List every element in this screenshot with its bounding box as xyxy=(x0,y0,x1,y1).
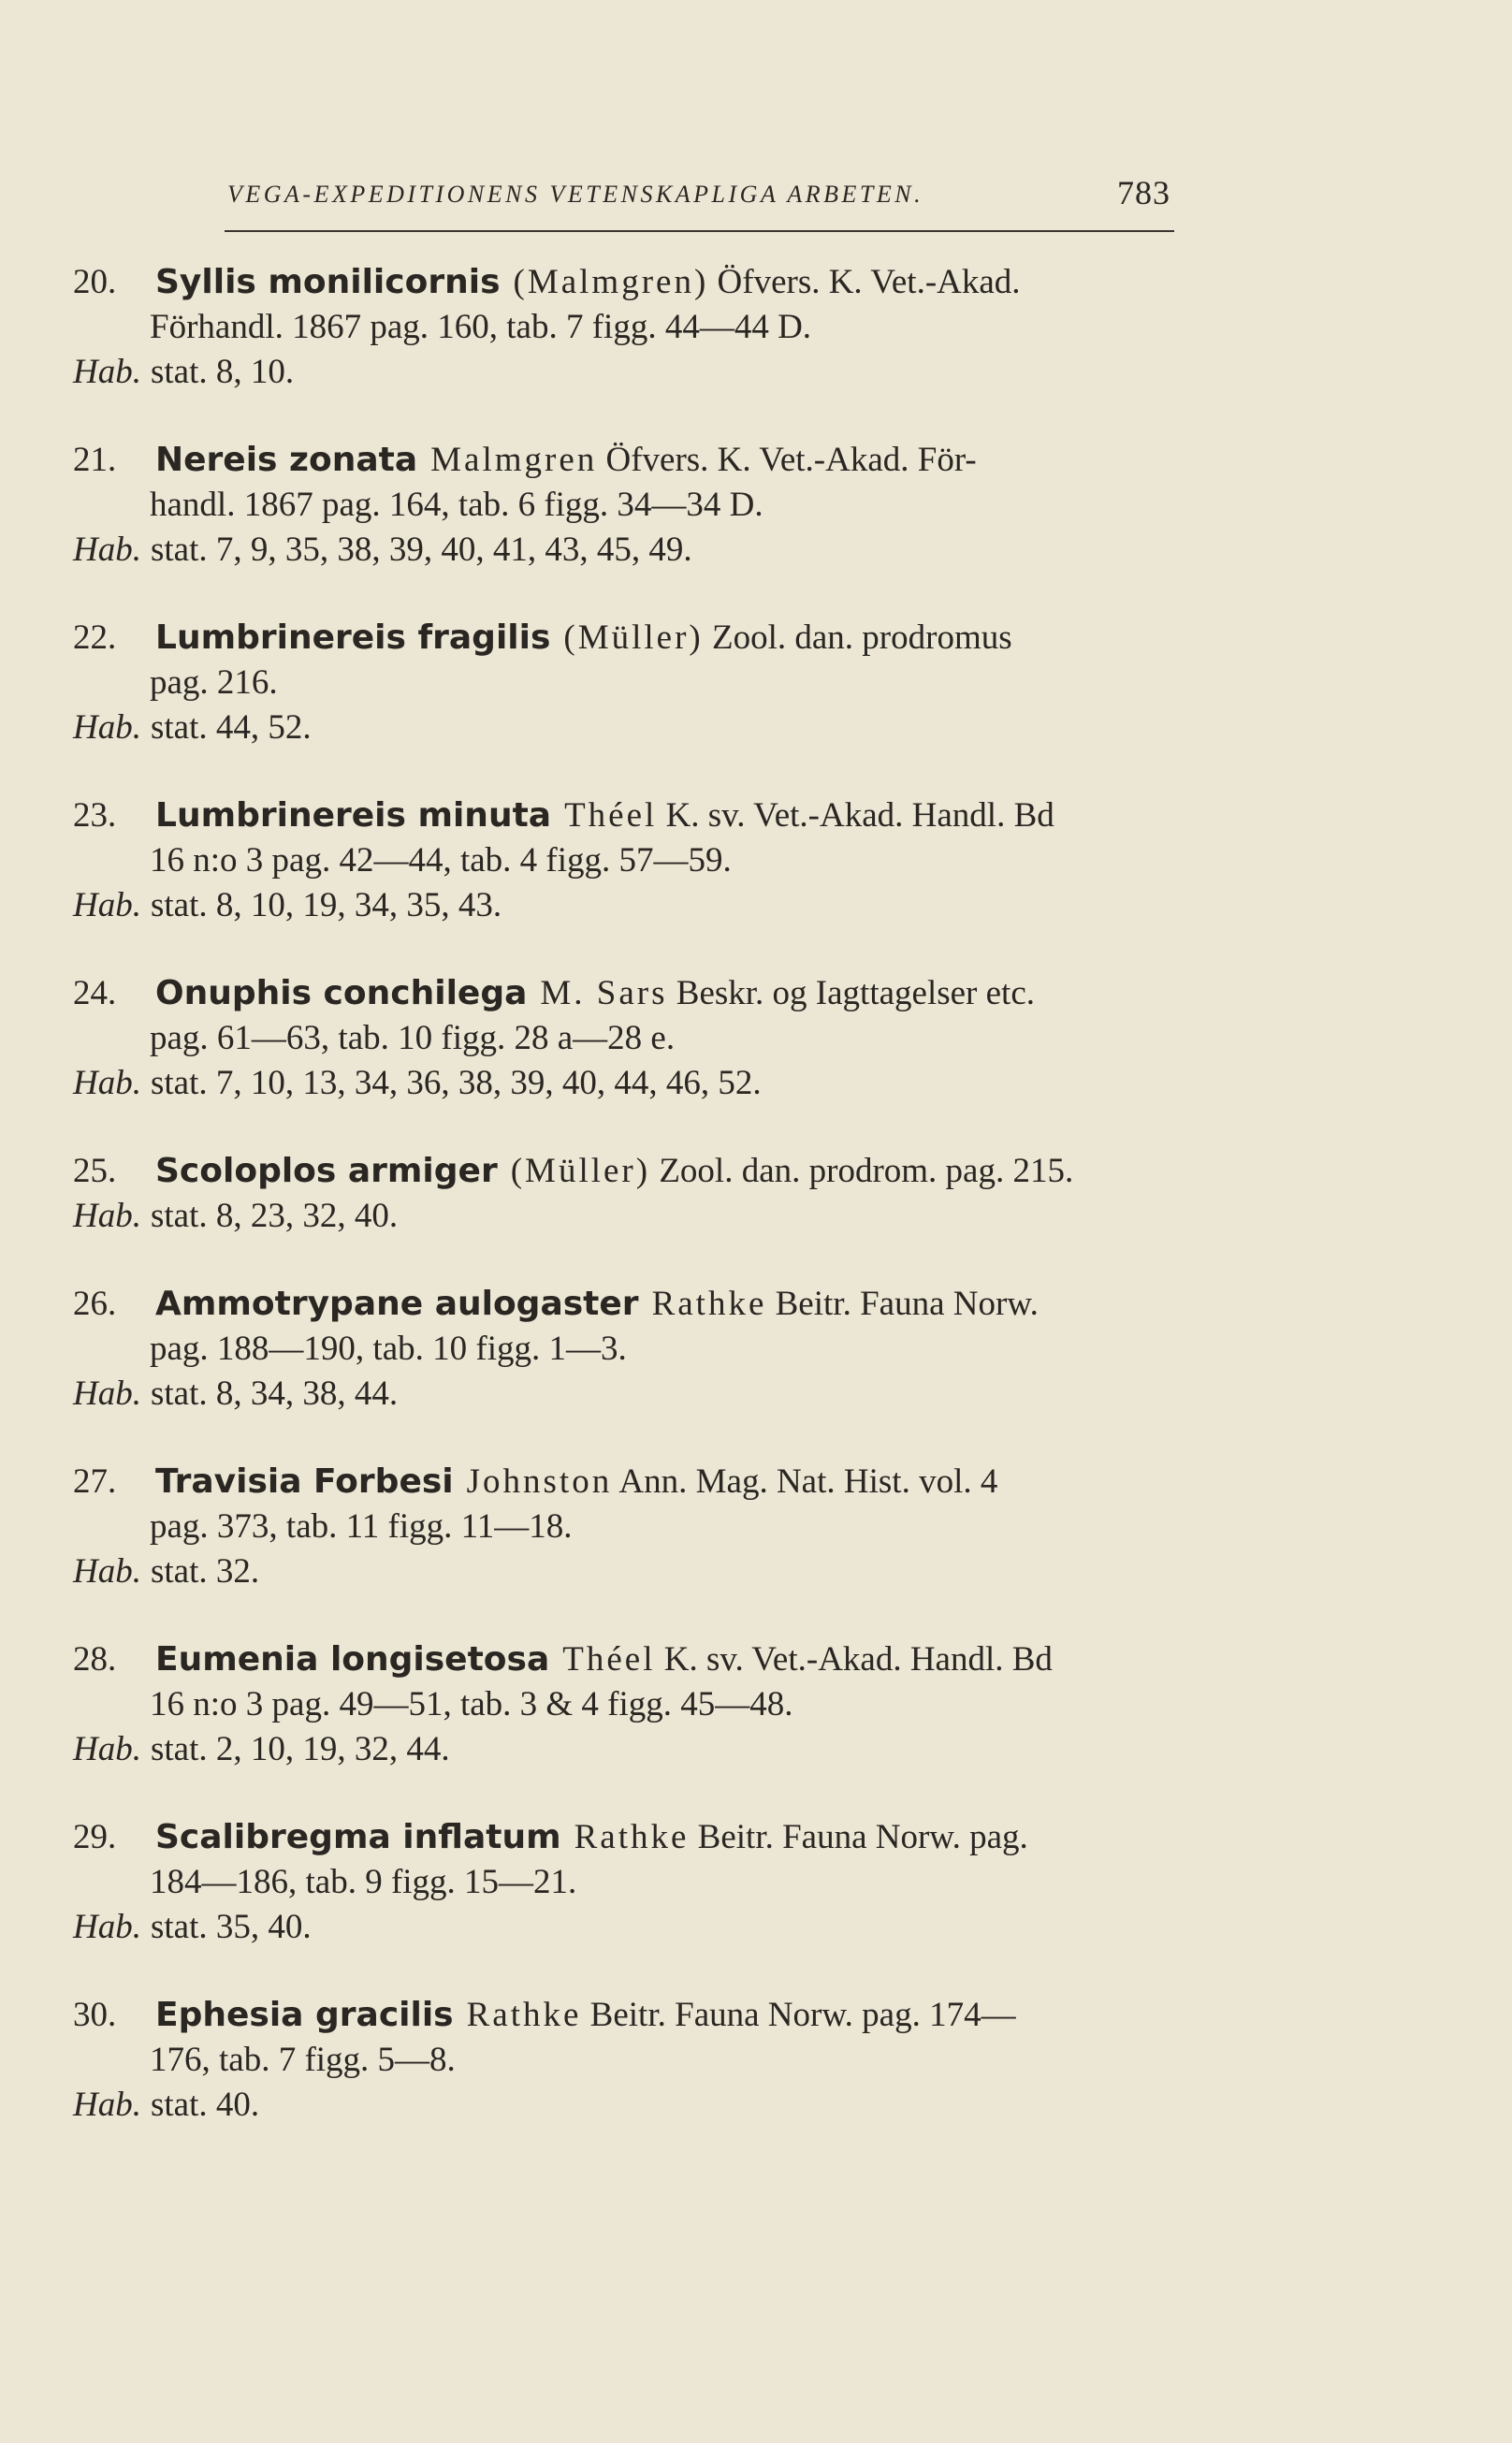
reference-continuation: pag. 373, tab. 11 figg. 11—18. xyxy=(150,1507,573,1546)
habitat-line xyxy=(73,883,1186,928)
habitat-stations: stat. 2, 10, 19, 32, 44. xyxy=(150,1730,450,1768)
species-name: Lumbrinereis minuta xyxy=(155,796,552,835)
habitat-label: Hab. xyxy=(73,1197,141,1235)
species-author: (Müller) xyxy=(510,1152,651,1190)
header-rule xyxy=(225,230,1174,232)
habitat-label: Hab. xyxy=(73,1374,141,1413)
entry-line xyxy=(73,438,1186,483)
habitat-line xyxy=(73,705,1186,750)
entry-line xyxy=(73,260,1186,305)
habitat-label: Hab. xyxy=(73,1064,141,1102)
habitat-stations: stat. 8, 34, 38, 44. xyxy=(150,1374,399,1413)
entry-number: 22. xyxy=(73,618,117,657)
species-name: Ephesia gracilis xyxy=(155,1996,454,2034)
reference-text: K. sv. Vet.-Akad. Handl. Bd xyxy=(663,1640,1053,1679)
habitat-line xyxy=(73,350,1186,395)
entry-number: 28. xyxy=(73,1640,117,1679)
species-list xyxy=(73,260,1186,2171)
species-author: (Müller) xyxy=(563,618,704,657)
reference-text: K. sv. Vet.-Akad. Handl. Bd xyxy=(665,796,1054,835)
entry-number: 30. xyxy=(73,1996,117,2034)
habitat-stations: stat. 7, 9, 35, 38, 39, 40, 41, 43, 45, 49. xyxy=(150,531,692,569)
habitat-line xyxy=(73,1549,1186,1594)
reference-continuation: Förhandl. 1867 pag. 160, tab. 7 figg. 44—44 D. xyxy=(150,308,812,346)
page-number: 783 xyxy=(1117,174,1170,211)
species-name: Nereis zonata xyxy=(155,441,418,479)
habitat-line xyxy=(73,1727,1186,1772)
entry-number: 29. xyxy=(73,1818,117,1856)
species-name: Travisia Forbesi xyxy=(155,1462,454,1501)
reference-continuation: pag. 216. xyxy=(150,663,278,702)
species-entry-28 xyxy=(73,1637,1186,1772)
entry-line xyxy=(73,1637,1186,1682)
habitat-line xyxy=(73,1061,1186,1106)
habitat-line xyxy=(73,1372,1186,1417)
species-author: (Malmgren) xyxy=(513,263,709,301)
entry-line xyxy=(73,616,1186,661)
species-name: Syllis monilicornis xyxy=(155,263,501,301)
species-entry-26 xyxy=(73,1282,1186,1417)
reference-continuation: 16 n:o 3 pag. 42—44, tab. 4 figg. 57—59. xyxy=(150,841,732,880)
species-entry-27 xyxy=(73,1460,1186,1594)
species-entry-23 xyxy=(73,793,1186,928)
entry-line xyxy=(73,1993,1186,2038)
entry-number: 21. xyxy=(73,441,117,479)
habitat-stations: stat. 8, 10. xyxy=(150,353,295,391)
habitat-label: Hab. xyxy=(73,1552,141,1591)
habitat-label: Hab. xyxy=(73,708,141,747)
habitat-stations: stat. 40. xyxy=(150,2086,260,2124)
habitat-line xyxy=(73,528,1186,573)
species-author: Rathke xyxy=(574,1818,690,1856)
habitat-stations: stat. 8, 23, 32, 40. xyxy=(150,1197,399,1235)
species-name: Scalibregma inflatum xyxy=(155,1818,561,1856)
species-author: Théel xyxy=(564,796,658,835)
reference-continuation: pag. 188—190, tab. 10 figg. 1—3. xyxy=(150,1330,627,1368)
species-name: Lumbrinereis fragilis xyxy=(155,618,551,657)
species-name: Ammotrypane aulogaster xyxy=(155,1285,639,1323)
reference-text: Beitr. Fauna Norw. xyxy=(775,1285,1039,1323)
habitat-stations: stat. 7, 10, 13, 34, 36, 38, 39, 40, 44, 46, 52. xyxy=(150,1064,762,1102)
reference-text: Beitr. Fauna Norw. pag. xyxy=(697,1818,1028,1856)
species-author: Malmgren xyxy=(430,441,598,479)
habitat-stations: stat. 44, 52. xyxy=(150,708,312,747)
habitat-stations: stat. 8, 10, 19, 34, 35, 43. xyxy=(150,886,502,924)
entry-line xyxy=(73,1282,1186,1327)
reference-continuation: handl. 1867 pag. 164, tab. 6 figg. 34—34 D. xyxy=(150,486,763,524)
reference-text: Beskr. og Iagttagelser etc. xyxy=(676,974,1035,1012)
habitat-label: Hab. xyxy=(73,353,141,391)
reference-text: Zool. dan. prodrom. pag. 215. xyxy=(659,1152,1074,1190)
species-entry-25 xyxy=(73,1149,1186,1239)
reference-continuation: 176, tab. 7 figg. 5—8. xyxy=(150,2041,456,2079)
entry-number: 27. xyxy=(73,1462,117,1501)
reference-continuation: 184—186, tab. 9 figg. 15—21. xyxy=(150,1863,577,1901)
species-author: Théel xyxy=(562,1640,656,1679)
habitat-label: Hab. xyxy=(73,2086,141,2124)
habitat-stations: stat. 32. xyxy=(150,1552,260,1591)
entry-number: 20. xyxy=(73,263,117,301)
reference-continuation: pag. 61—63, tab. 10 figg. 28 a—28 e. xyxy=(150,1019,676,1057)
species-name: Scoloplos armiger xyxy=(155,1152,498,1190)
entry-line xyxy=(73,971,1186,1016)
species-author: Rathke xyxy=(651,1285,767,1323)
species-entry-22 xyxy=(73,616,1186,750)
entry-number: 25. xyxy=(73,1152,117,1190)
entry-line xyxy=(73,793,1186,838)
entry-line xyxy=(73,1460,1186,1505)
species-entry-30 xyxy=(73,1993,1186,2128)
running-header: VEGA-EXPEDITIONENS VETENSKAPLIGA ARBETEN. xyxy=(227,181,924,208)
reference-text: Öfvers. K. Vet.-Akad. xyxy=(717,263,1021,301)
entry-line xyxy=(73,1815,1186,1860)
species-name: Onuphis conchilega xyxy=(155,974,528,1012)
habitat-line xyxy=(73,1194,1186,1239)
species-entry-20 xyxy=(73,260,1186,395)
species-name: Eumenia longisetosa xyxy=(155,1640,550,1679)
species-author: Rathke xyxy=(466,1996,582,2034)
entry-number: 23. xyxy=(73,796,117,835)
species-entry-24 xyxy=(73,971,1186,1106)
species-author: Johnston xyxy=(466,1462,613,1501)
habitat-line xyxy=(73,2083,1186,2128)
reference-text: Beitr. Fauna Norw. pag. 174— xyxy=(589,1996,1016,2034)
habitat-line xyxy=(73,1905,1186,1950)
species-entry-29 xyxy=(73,1815,1186,1950)
species-entry-21 xyxy=(73,438,1186,573)
entry-number: 24. xyxy=(73,974,117,1012)
habitat-label: Hab. xyxy=(73,1908,141,1946)
habitat-label: Hab. xyxy=(73,1730,141,1768)
habitat-label: Hab. xyxy=(73,886,141,924)
habitat-label: Hab. xyxy=(73,531,141,569)
reference-text: Zool. dan. prodromus xyxy=(712,618,1012,657)
reference-continuation: 16 n:o 3 pag. 49—51, tab. 3 & 4 figg. 45—48. xyxy=(150,1685,793,1723)
entry-number: 26. xyxy=(73,1285,117,1323)
reference-text: Öfvers. K. Vet.-Akad. För- xyxy=(605,441,977,479)
species-author: M. Sars xyxy=(540,974,668,1012)
habitat-stations: stat. 35, 40. xyxy=(150,1908,312,1946)
entry-line xyxy=(73,1149,1186,1194)
reference-text: Ann. Mag. Nat. Hist. vol. 4 xyxy=(618,1462,998,1501)
